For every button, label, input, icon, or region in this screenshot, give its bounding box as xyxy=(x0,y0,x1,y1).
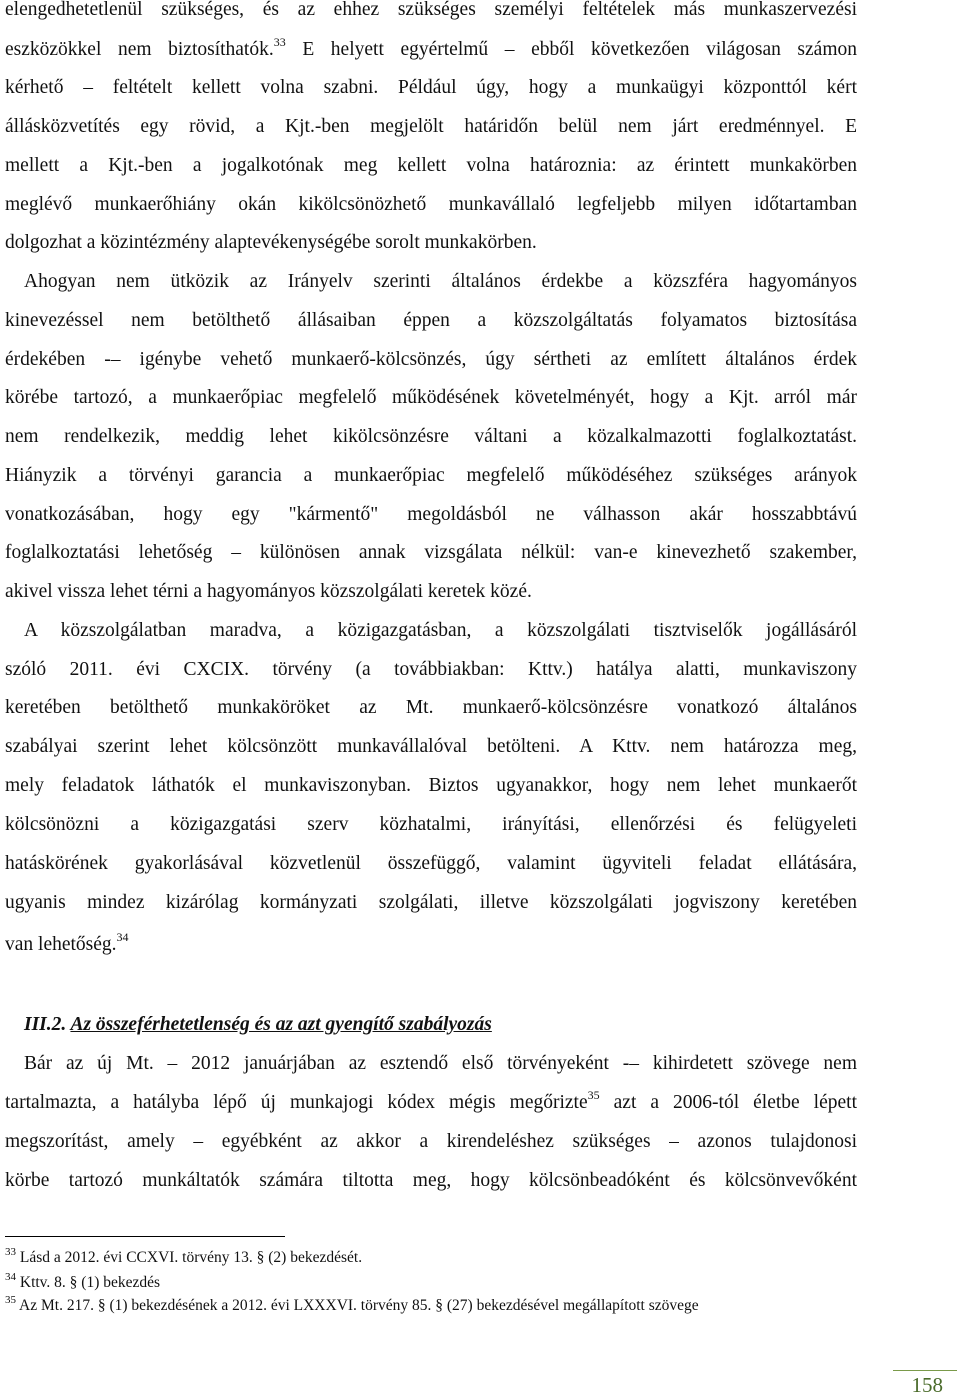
body-line: A közszolgálatban maradva, a közigazgatásban, a közszolgálati tisztviselők jogállásáról xyxy=(24,620,857,641)
section-heading xyxy=(24,1013,492,1037)
body-line: van lehetőség.$^{34}$ xyxy=(5,930,129,955)
body-line: keretében betölthető munkaköröket az Mt. munkaerő-kölcsönzésre vonatkozó általános xyxy=(5,697,857,718)
section-line: Bár az új Mt. – 2012 januárjában az esztendő első törvényeként -– kihirdetett szövege nem xyxy=(24,1053,857,1074)
body-line: állásközvetítés egy rövid, a Kjt.-ben megjelölt határidőn belül nem járt eredménnyel. E xyxy=(5,116,857,137)
section-number: III.2. xyxy=(24,1014,67,1035)
body-line: Hiányzik a törvényi garancia a munkaerőpiac megfelelő működéséhez szükséges arányok xyxy=(5,465,857,486)
footnote-ref: 34 xyxy=(116,930,129,944)
section-title: Az összeférhetetlenség és az azt gyengítő szabályozás xyxy=(70,1014,492,1035)
body-line: mellett a Kjt.-ben a jogalkotónak meg kellett volna határoznia: az érintett munkakörben xyxy=(5,155,857,176)
body-line: szóló 2011. évi CXCIX. törvény (a továbbiakban: Kttv.) hatálya alatti, munkaviszony xyxy=(5,659,857,680)
body-line: ugyanis mindez kizárólag kormányzati szolgálati, illetve közszolgálati jogviszony keretében xyxy=(5,892,857,913)
page-number: 158 xyxy=(911,1373,943,1397)
body-line: meglévő munkaerőhiány okán kikölcsönözhető munkavállaló legfeljebb milyen időtartamban xyxy=(5,194,857,215)
body-line: kinevezéssel nem betölthető állásaiban éppen a közszolgáltatás folyamatos biztosítása xyxy=(5,310,857,331)
body-line: elengedhetetlenül szükséges, és az ehhez szükséges személyi feltételek más munkaszervezési xyxy=(5,0,857,20)
body-line: nem rendelkezik, meddig lehet kikölcsönzésre váltani a közalkalmazotti foglalkoztatást. xyxy=(5,426,857,447)
footnote: $^{34}$ Kttv. 8. § (1) bekezdés xyxy=(5,1271,161,1291)
body-line: érdekében -– igénybe vehető munkaerő-kölcsönzés, úgy sértheti az említett általános érdek xyxy=(5,349,857,370)
body-line: körébe tartozó, a munkaerőpiac megfelelő működésének követelményét, hogy a Kjt. arról már xyxy=(5,387,857,408)
section-line: tartalmazta, a hatályba lépő új munkajogi kódex mégis megőrizte$^{35}$ azt a 2006-tól életbe lépett xyxy=(5,1088,857,1113)
body-line: foglalkoztatási lehetőség – különösen annak vizsgálata nélkül: van-e kinevezhető szakember, xyxy=(5,542,857,563)
body-line: szabályai szerint lehet kölcsönzött munkavállalóval betölteni. A Kttv. nem határozza meg, xyxy=(5,736,857,757)
body-line: Ahogyan nem ütközik az Irányelv szerinti általános érdekbe a közszféra hagyományos xyxy=(24,271,857,292)
footnote-ref: 33 xyxy=(273,35,286,49)
body-line: mely feladatok láthatók el munkaviszonyban. Biztos ugyanakkor, hogy nem lehet munkaerőt xyxy=(5,775,857,796)
footnote: $^{33}$ Lásd a 2012. évi CCXVI. törvény 13. § (2) bekezdését. xyxy=(5,1246,363,1266)
section-line: megszorítást, amely – egyébként az akkor a kirendeléshez szükséges – azonos tulajdonosi xyxy=(5,1131,857,1152)
body-line: hatáskörének gyakorlásával közvetlenül összefüggő, valamint ügyviteli feladat ellátására, xyxy=(5,853,857,874)
body-line: kölcsönözni a közigazgatási szerv közhatalmi, irányítási, ellenőrzési és felügyeleti xyxy=(5,814,857,835)
body-line: eszközökkel nem biztosíthatók.$^{33}$ E helyett egyértelmű – ebből következően világosan számon xyxy=(5,35,857,60)
footnote-divider xyxy=(5,1236,285,1237)
body-line: akivel vissza lehet térni a hagyományos közszolgálati keretek közé. xyxy=(5,581,532,602)
body-line: dolgozhat a közintézmény alaptevékenységébe sorolt munkakörben. xyxy=(5,232,537,253)
page-number-rule xyxy=(893,1370,957,1371)
section-line: körbe tartozó munkáltatók számára tiltotta meg, hogy kölcsönbeadóként és kölcsönvevőként xyxy=(5,1170,857,1191)
body-line: kérhető – feltételt kellett volna szabni. Például úgy, hogy a munkaügyi központtól kért xyxy=(5,77,857,98)
footnote-ref: 35 xyxy=(587,1088,600,1102)
body-line: vonatkozásában, hogy egy "kármentő" megoldásból ne válhasson akár hosszabbtávú xyxy=(5,504,857,525)
footnote: $^{35}$ Az Mt. 217. § (1) bekezdésének a 2012. évi LXXXVI. törvény 85. § (27) bekezdésével megállapított szövege xyxy=(5,1294,699,1314)
